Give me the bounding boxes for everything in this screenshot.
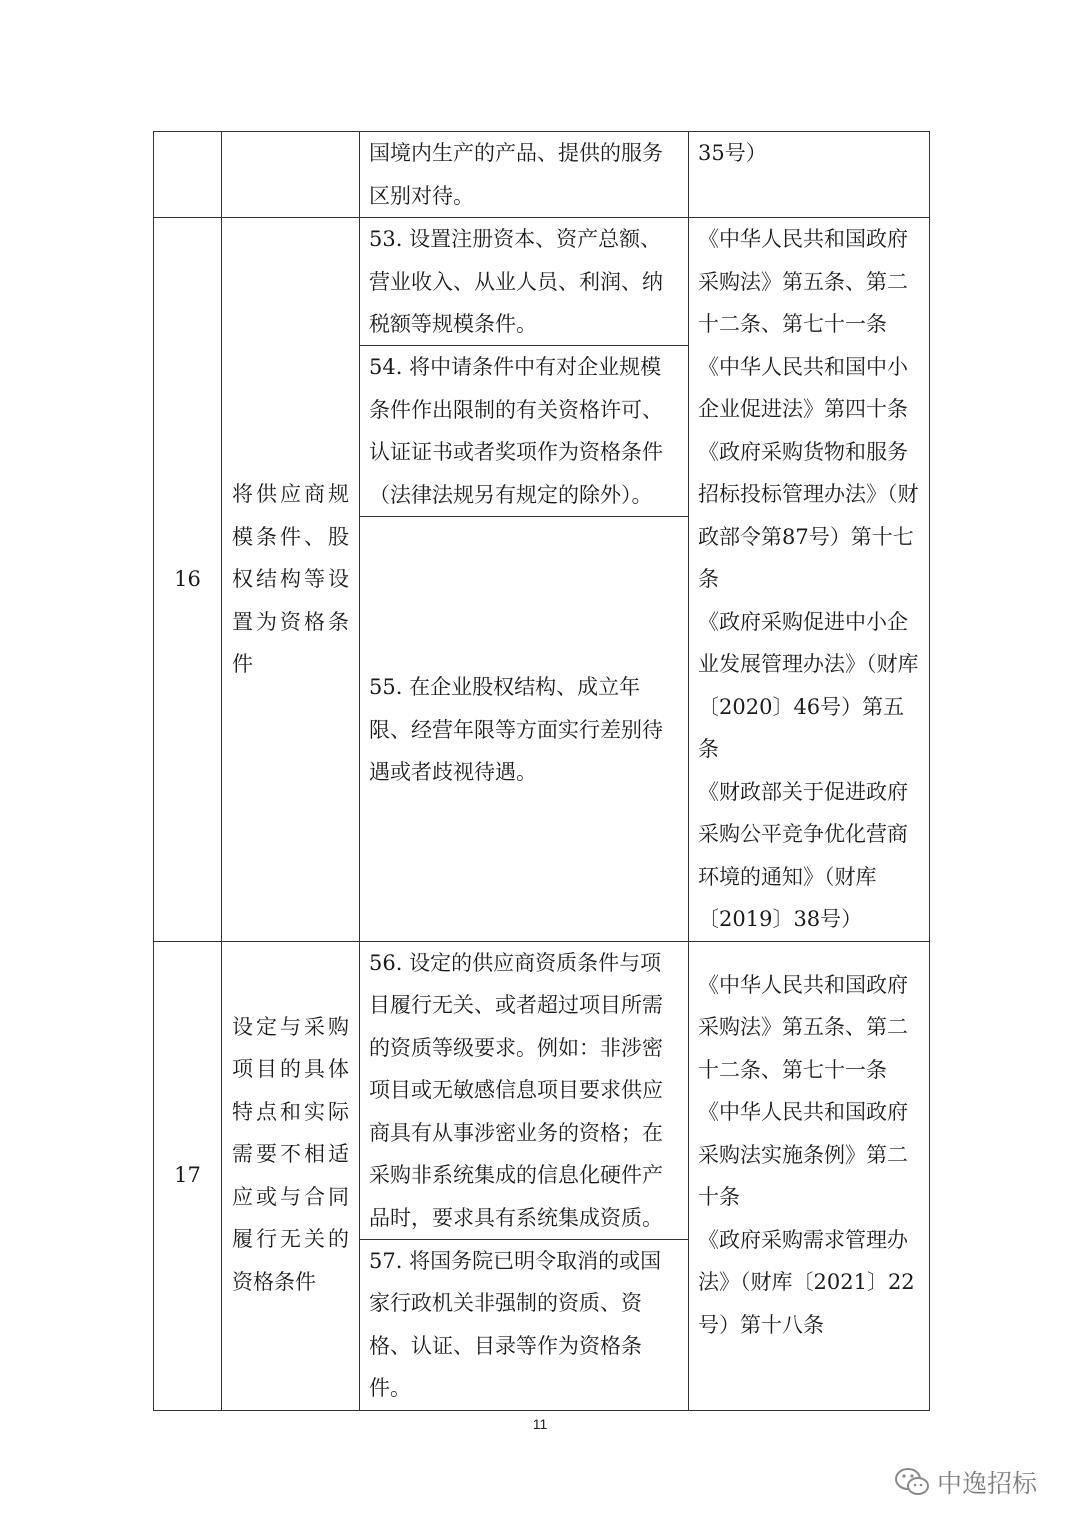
- law-ref: 《中华人民共和国中小企业促进法》第四十条: [698, 354, 908, 421]
- row-number: 17: [154, 941, 222, 1410]
- description-cell: [360, 941, 689, 1410]
- page-number: 11: [532, 1416, 548, 1432]
- category-cell: [222, 132, 360, 218]
- law-ref: 《中华人民共和国政府采购法》第五条、第二十二条、第七十一条: [698, 972, 908, 1082]
- category-text: 将供应商规模条件、股权结构等设置为资格条件: [232, 482, 349, 676]
- item-55: 55. 在企业股权结构、成立年限、经营年限等方面实行差别待遇或者歧视待遇。: [369, 675, 663, 784]
- item-54: 54. 将中请条件中有对企业规模条件作出限制的有关资格许可、认证证书或者奖项作为资格条件（法律法规另有规定的除外）。: [360, 346, 688, 517]
- legal-basis-cell: [689, 941, 930, 1410]
- wechat-icon: [893, 1466, 931, 1498]
- law-ref: 《政府采购促进中小企业发展管理办法》（财库〔2020〕46号）第五条: [698, 609, 919, 761]
- watermark-text: 中逸招标: [937, 1469, 1038, 1498]
- regulation-table: [153, 131, 930, 1411]
- law-ref: 《政府采购货物和服务招标投标管理办法》（财政部令第87号）第十七条: [698, 439, 919, 591]
- description-text: 国境内生产的产品、提供的服务区别对待。: [369, 141, 663, 208]
- law-ref: 《政府采购需求管理办法》（财库〔2021〕22号）第十八条: [698, 1227, 915, 1337]
- description-cell: [360, 218, 689, 942]
- watermark: [893, 1462, 1037, 1502]
- category-cell: [222, 218, 360, 942]
- item-53: 53. 设置注册资本、资产总额、营业收入、从业人员、利润、纳税额等规模条件。: [360, 218, 688, 346]
- item-57: 57. 将国务院已明令取消的或国家行政机关非强制的资质、资格、认证、目录等作为资格条件。: [369, 1248, 662, 1400]
- legal-basis-cell: [689, 218, 930, 942]
- law-ref: 《中华人民共和国政府采购法实施条例》第二十条: [698, 1100, 908, 1209]
- legal-basis-cell: [689, 132, 930, 218]
- item-56: 56. 设定的供应商资质条件与项目履行无关、或者超过项目所需的资质等级要求。例如：非涉密项目或无敏感信息项目要求供应商具有从事涉密业务的资格；在采购非系统集成的信息化硬件产品时，要求具有系统集成资质。: [360, 942, 688, 1240]
- category-text: 设定与采购项目的具体特点和实际需要不相适应或与合同履行无关的资格条件: [232, 1014, 349, 1294]
- table-row-continued: [154, 132, 930, 218]
- table-row-16: [154, 218, 930, 942]
- legal-basis-text: 35号）: [698, 141, 767, 165]
- row-number-cell: [154, 132, 222, 218]
- row-number: 16: [154, 218, 222, 942]
- description-cell: [360, 132, 689, 218]
- table-row-17: [154, 941, 930, 1410]
- category-cell: [222, 941, 360, 1410]
- law-ref: 《中华人民共和国政府采购法》第五条、第二十二条、第七十一条: [698, 227, 908, 336]
- law-ref: 《财政部关于促进政府采购公平竞争优化营商环境的通知》（财库〔2019〕38号）: [698, 779, 908, 931]
